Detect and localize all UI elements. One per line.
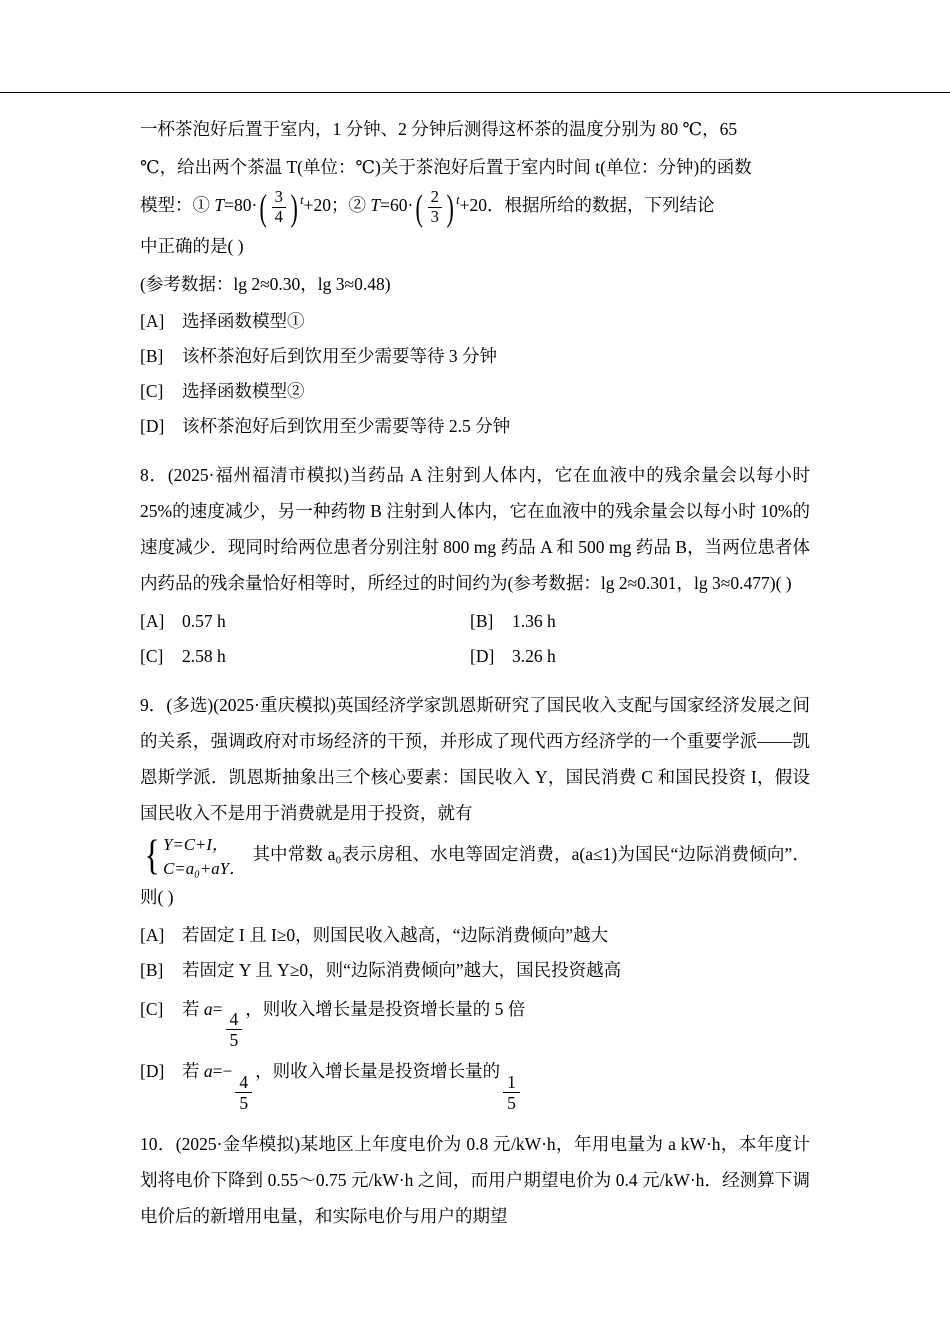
q9-d-frac-num: 4: [235, 1072, 252, 1093]
q8-stem-text: (2025·福州福清市模拟)当药品 A 注射到人体内，它在血液中的残余量会以每小时 25%的速度减少，另一种药物 B 注射到人体内，它在血液中的残余量会以每小时 10%的速度减少．现同时给两位患者分别注射 800 mg 药品 A 和 500 mg 药品 B，当两位患者体内药品的残余量恰好相等时，所经过的时间约为(参考数据：lg 2≈0.301，lg 3≈0.477)( ): [140, 465, 811, 594]
q9-stem: [140, 688, 810, 832]
q7-stem-tail: +20．根据所给的数据，下列结论: [459, 194, 715, 215]
problem-q10: [140, 1127, 810, 1235]
header-rule: [0, 92, 950, 93]
problem-q7: [140, 112, 810, 444]
problem-q9: [140, 688, 810, 1113]
q8-option-d[interactable]: [470, 639, 810, 674]
q9-system-eq1: Y=C+I，: [163, 835, 229, 855]
q7-fraction-3-4: [257, 188, 300, 226]
q7-exponent-1: t: [300, 192, 304, 207]
q9-d-frac-den: 5: [239, 1093, 249, 1114]
q9-equation-system: [142, 833, 246, 879]
q7-option-d-tag: [D]: [140, 416, 165, 437]
q9-option-d-text: 若 a=− $\frac{4}{5}$ ，则收入增长量是投资增长量的 $\frac{1}{5}$: [182, 1050, 810, 1113]
q9-option-c[interactable]: [140, 988, 810, 1051]
q8-option-c-text: 2.58 h: [182, 645, 226, 666]
q9-system-line: [140, 833, 810, 915]
q8-option-c[interactable]: [140, 639, 470, 674]
q8-number: 8．: [140, 465, 168, 486]
right-paren: ): [446, 186, 454, 228]
q9-option-a[interactable]: [140, 918, 810, 953]
left-brace: {: [144, 832, 160, 879]
q9-option-a-tag: [A]: [140, 924, 165, 945]
q7-frac2-den: 3: [430, 207, 439, 227]
q7-stem-line-1: 一杯茶泡好后置于室内，1 分钟、2 分钟后测得这杯茶的温度分别为 80 ℃，65: [140, 119, 738, 139]
q8-option-b[interactable]: [470, 604, 810, 639]
q9-option-d[interactable]: [140, 1050, 810, 1113]
q7-option-b[interactable]: [140, 339, 810, 374]
q9-option-d-fraction: [235, 1072, 252, 1113]
q7-option-a-tag: [A]: [140, 311, 165, 332]
q8-options-row-2: [140, 639, 810, 674]
q7-option-c-tag: [C]: [140, 381, 164, 402]
q9-c-frac-num: 4: [226, 1009, 243, 1030]
q7-eq1: =80·: [224, 194, 258, 215]
left-paren: (: [415, 186, 424, 228]
q7-option-a[interactable]: [140, 304, 810, 339]
q9-option-b-text: 若固定 Y 且 Y≥0，则“边际消费倾向”越大，国民投资越高: [182, 959, 622, 980]
q10-stem: [140, 1127, 810, 1235]
q9-stem-text: (2025·重庆模拟)英国经济学家凯恩斯研究了国民收入支配与国家经济发展之间的关系，强调政府对市场经济的干预，并形成了现代西方经济学的一个重要学派——凯恩斯学派．凯恩斯抽象出三个核心要素：国民收入 Y，国民消费 C 和国民投资 I，假设国民收入不是用于消费就是用于投资，就有: [140, 694, 811, 823]
q9-c-frac-den: 5: [229, 1030, 239, 1051]
q9-option-a-text: 若固定 I 且 I≥0，则国民收入越高，“边际消费倾向”越大: [182, 924, 609, 945]
q8-option-a-tag: [A]: [140, 610, 165, 631]
q9-option-c-fraction: [226, 1009, 243, 1050]
q9-stem-tail: 其中常数 a₀表示房租、水电等固定消费，a(a≤1)为国民“边际消费倾向”．则( ): [140, 844, 811, 907]
q7-stem-line-2: ℃，给出两个茶温 T(单位：℃)关于茶泡好后置于室内时间 t(单位：分钟)的函数: [140, 156, 752, 177]
q7-frac1-num: 3: [272, 188, 286, 208]
q7-frac1-den: 4: [274, 207, 283, 227]
q7-frac2-num: 2: [428, 188, 442, 208]
q9-option-c-text: 若 a= $\frac{4}{5}$ ，则收入增长量是投资增长量的 5 倍: [182, 998, 526, 1051]
q7-stem-line-3-math: [140, 188, 810, 227]
q7-reference-data: (参考数据：lg 2≈0.30，lg 3≈0.48): [140, 273, 391, 294]
q8-option-a[interactable]: [140, 604, 470, 639]
q9-number: 9．: [140, 694, 167, 715]
q8-option-d-tag: [D]: [470, 645, 495, 666]
q7-stem-line-4: 中正确的是( ): [140, 235, 244, 256]
q10-number: 10．: [140, 1134, 176, 1155]
q9-system-eq2: C=a₀+aY．: [163, 858, 246, 878]
q7-plus-20-a: +20；②: [303, 194, 371, 215]
q7-option-c-text: 选择函数模型②: [182, 381, 305, 402]
q7-exponent-2: t: [456, 192, 460, 207]
q8-options-row-1: [140, 604, 810, 639]
q9-option-d-tag: [D]: [140, 1061, 165, 1082]
q8-option-a-text: 0.57 h: [182, 610, 226, 631]
q7-option-b-text: 该杯茶泡好后到饮用至少需要等待 3 分钟: [182, 346, 497, 367]
q7-option-a-text: 选择函数模型①: [182, 311, 305, 332]
q9-option-d-fraction-tail: [503, 1072, 520, 1113]
q9-d-tail-frac-den: 5: [507, 1093, 516, 1114]
left-paren: (: [259, 186, 268, 228]
right-paren: ): [290, 186, 298, 228]
q7-option-b-tag: [B]: [140, 346, 164, 367]
q8-option-c-tag: [C]: [140, 645, 164, 666]
q8-option-b-tag: [B]: [470, 610, 494, 631]
q7-T1: T: [214, 194, 225, 215]
q7-T2: T: [370, 194, 381, 215]
q10-stem-text: (2025·金华模拟)某地区上年度电价为 0.8 元/kW·h，年用电量为 a kW·h，本年度计划将电价下降到 0.55～0.75 元/kW·h 之间，而用户期望电价为 0.4 元/kW·h．经测算下调电价后的新增用电量，和实际电价与用户的期望: [140, 1134, 811, 1226]
q7-option-d-text: 该杯茶泡好后到饮用至少需要等待 2.5 分钟: [182, 416, 511, 437]
q7-eq2: =60·: [380, 194, 414, 215]
q9-multi-label: (多选): [166, 694, 214, 715]
q9-option-b[interactable]: [140, 953, 810, 988]
q7-option-c[interactable]: [140, 374, 810, 409]
q9-option-c-tag: [C]: [140, 998, 164, 1019]
q8-option-b-text: 1.36 h: [512, 610, 556, 631]
q8-option-d-text: 3.26 h: [512, 645, 556, 666]
q9-d-tail-frac-num: 1: [503, 1072, 520, 1093]
q7-option-d[interactable]: [140, 409, 810, 444]
q9-option-b-tag: [B]: [140, 959, 164, 980]
q7-fraction-2-3: [413, 188, 456, 226]
q8-stem: [140, 458, 810, 602]
problem-q8: [140, 458, 810, 674]
q7-model-prefix: 模型：①: [140, 194, 215, 215]
